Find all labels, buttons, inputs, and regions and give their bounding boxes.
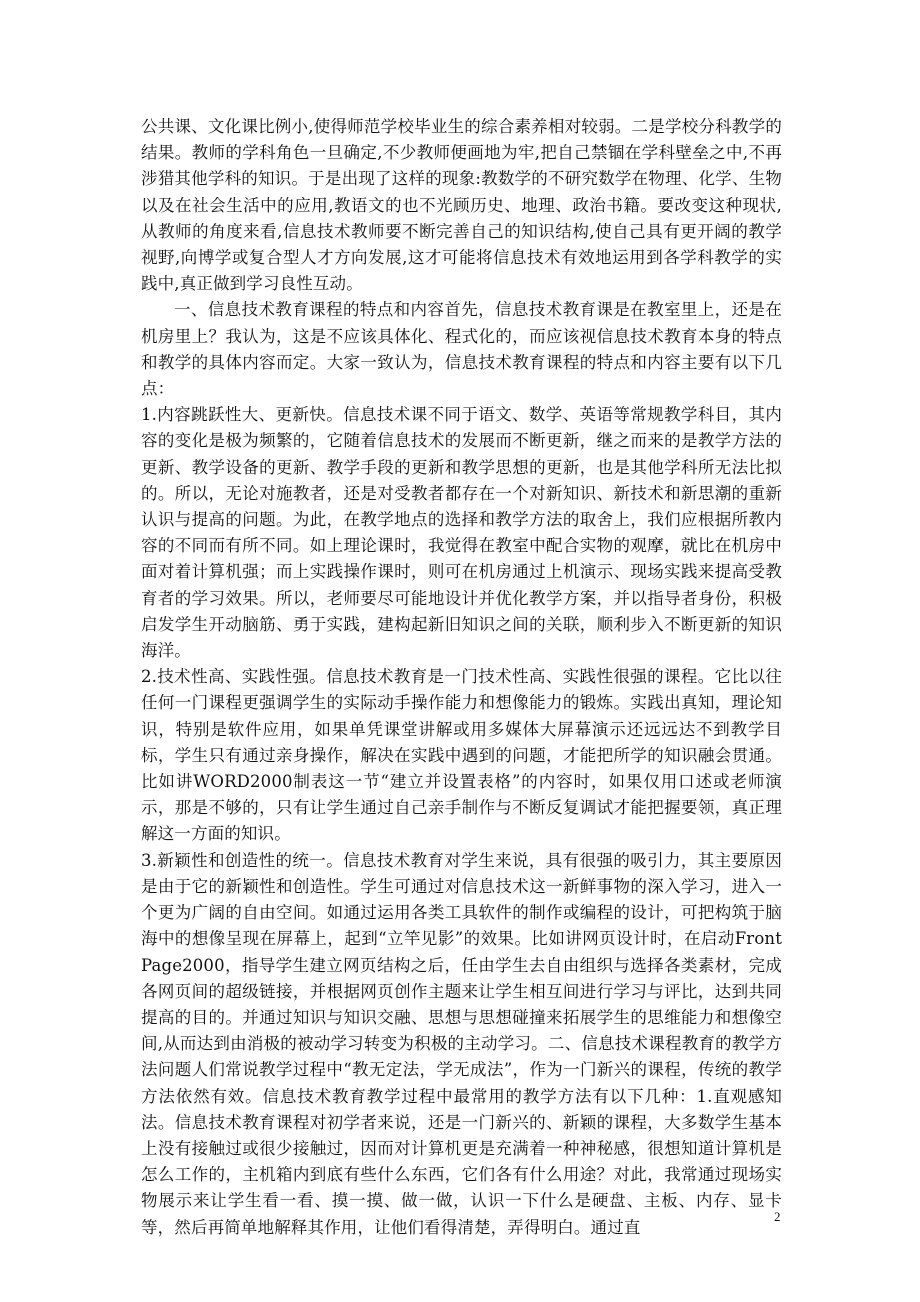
paragraph: 2.技术性高、实践性强。信息技术教育是一门技术性高、实践性很强的课程。它比以往任何一门课程更强调学生的实际动手操作能力和想像能力的锻炼。实践出真知，理论知识，特别是软件应用，如果单凭课堂讲解或用多媒体大屏幕演示还远远达不到教学目标，学生只有通过亲身操作，解决在实践中遇到的问题，才能把所学的知识融会贯通。比如讲WORD2000制表这一节“建立并设置表格”的内容时，如果仅用口述或老师演示，那是不够的，只有让学生通过自己亲手制作与不断反复调试才能把握要领，真正理解这一方面的知识。 — [141, 667, 782, 844]
body-text — [141, 114, 782, 1241]
paragraph: 公共课、文化课比例小,使得师范学校毕业生的综合素养相对较弱。二是学校分科教学的结果。教师的学科角色一旦确定,不少教师便画地为牢,把自己禁锢在学科壁垒之中,不再涉猎其他学科的知识。于是出现了这样的现象:教数学的不研究数学在物理、化学、生物以及在社会生活中的应用,教语文的也不光顾历史、地理、政治书籍。要改变这种现状,从教师的角度来看,信息技术教师要不断完善自己的知识结构,使自己具有更开阔的教学视野,向博学或复合型人才方向发展,这才可能将信息技术有效地运用到各学科教学的实践中,真正做到学习良性互动。 — [141, 117, 782, 294]
paragraph: 3.新颖性和创造性的统一。信息技术教育对学生来说，具有很强的吸引力，其主要原因是由于它的新颖性和创造性。学生可通过对信息技术这一新鲜事物的深入学习，进入一个更为广阔的自由空间。如通过运用各类工具软件的制作或编程的设计，可把构筑于脑海中的想像呈现在屏幕上，起到“立竿见影”的效果。比如讲网页设计时，在启动FrontPage2000，指导学生建立网页结构之后，任由学生去自由组织与选择各类素材，完成各网页间的超级链接，并根据网页创作主题来让学生相互间进行学习与评比，达到共同提高的目的。并通过知识与知识交融、思想与思想碰撞来拓展学生的思维能力和想像空间,从而达到由消极的被动学习转变为积极的主动学习。二、信息技术课程教育的教学方法问题人们常说教学过程中“教无定法，学无成法”，作为一门新兴的课程，传统的教学方法依然有效。信息技术教育教学过程中最常用的教学方法有以下几种：1.直观感知法。信息技术教育课程对初学者来说，还是一门新兴的、新颖的课程，大多数学生基本上没有接触过或很少接触过，因而对计算机更是充满着一种神秘感，很想知道计算机是怎么工作的，主机箱内到底有些什么东西，它们各有什么用途？对此，我常通过现场实物展示来让学生看一看、摸一摸、做一做，认识一下什么是硬盘、主板、内存、显卡等，然后再简单地解释其作用，让他们看得清楚，弄得明白。通过直 — [141, 850, 782, 1237]
paragraph: 一、信息技术教育课程的特点和内容首先，信息技术教育课是在教室里上，还是在机房里上？我认为，这是不应该具体化、程式化的，而应该视信息技术教育本身的特点和教学的具体内容而定。大家一致认为，信息技术教育课程的特点和内容主要有以下几点： — [141, 300, 782, 399]
paragraph: 1.内容跳跃性大、更新快。信息技术课不同于语文、数学、英语等常规教学科目，其内容的变化是极为频繁的，它随着信息技术的发展而不断更新，继之而来的是教学方法的更新、教学设备的更新、教学手段的更新和教学思想的更新，也是其他学科所无法比拟的。所以，无论对施教者，还是对受教者都存在一个对新知识、新技术和新思潮的重新认识与提高的问题。为此，在教学地点的选择和教学方法的取舍上，我们应根据所教内容的不同而有所不同。如上理论课时，我觉得在教室中配合实物的观摩，就比在机房中面对着计算机强；而上实践操作课时，则可在机房通过上机演示、现场实践来提高受教育者的学习效果。所以，老师要尽可能地设计并优化教学方案，并以指导者身份，积极启发学生开动脑筋、勇于实践，建构起新旧知识之间的关联，顺利步入不断更新的知识海洋。 — [141, 405, 782, 661]
page-number: 2 — [774, 1209, 781, 1224]
